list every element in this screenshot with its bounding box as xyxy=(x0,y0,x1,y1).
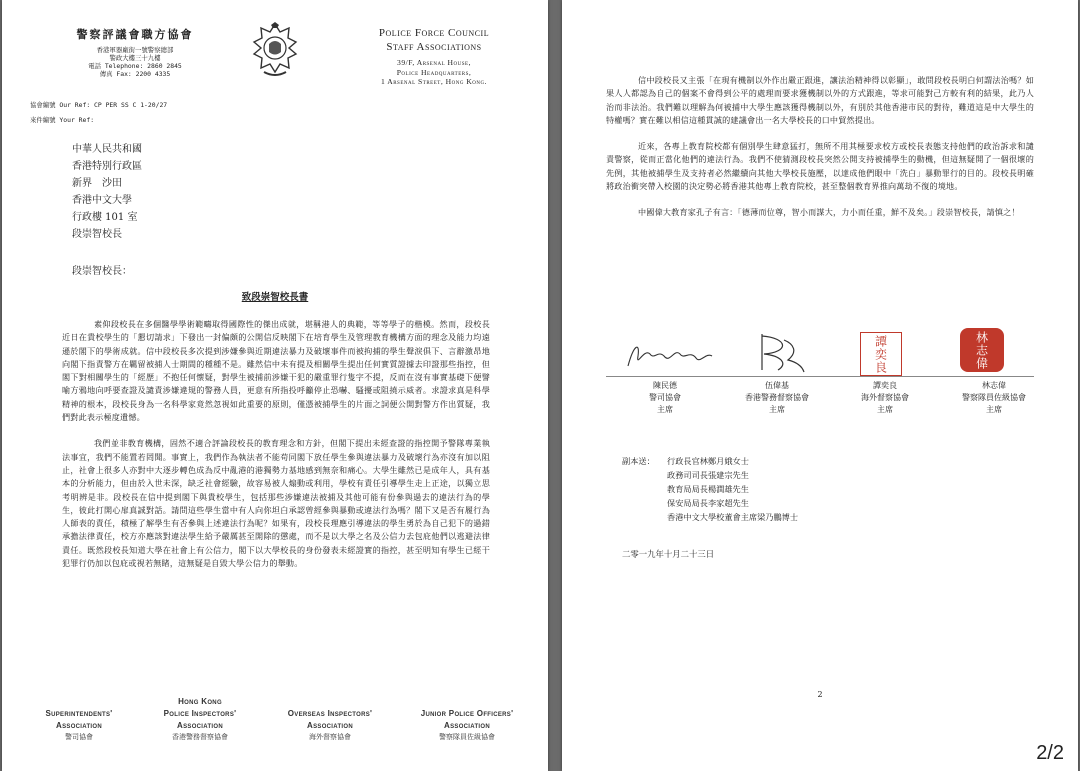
letterhead-en-name-1: Police Force Council xyxy=(378,27,490,39)
page-counter: 2/2 xyxy=(1036,742,1064,764)
signatory-name: 伍偉基 xyxy=(765,381,789,390)
letterhead-zh-address-1: 香港軍器廠街一號警察總部 xyxy=(96,46,174,54)
letterhead-en-name-2: Staff Associations xyxy=(386,41,482,53)
assoc-zh-name: 警察隊員佐級協會 xyxy=(439,733,495,741)
letterhead-fax: 傳真 Fax: 2200 4335 xyxy=(99,70,171,78)
signatory-title: 主席 xyxy=(769,405,785,414)
signatory-chan xyxy=(610,380,720,416)
assoc-en-name: Police Inspectors' xyxy=(163,709,237,718)
seal-stamp-lam xyxy=(960,328,1004,372)
body-paragraph: 素仰段校長在多個醫學學術範疇取得國際性的傑出成就，堪稱港人的典範，等等學子的楷模。然而，段校長近日在貴校學生的「懇切請求」下發出一封偏頗的公開信反映閣下在培育學生及管理教育機構方面的理念及能力均遠遜於閣下的學術成就。信中段校長多次提到涉嫌參與近期違法暴力及破壞事件而被拘捕的學生聲淚俱下、言辭激昂地向閣下指責警方在羈留被捕人士期間的種種不是。雖然信中未有提及相關學生提出任何實質證據去印證那些指控，但閣下對相關學生的「經歷」不抱任何懷疑，對學生被捕前涉嫌干犯的嚴重罪行隻字不提，反而在沒有事實基礎下便譬喻方鴉地向呼要查證及譴責涉嫌違規的警務人員，更意有所指投呼籲停止恐嚇、騷擾或阻撓示威者。求證求真是科學精神的根本，段校長身為一名科學家竟然忽視如此重要的原則，僅憑被捕學生的片面之詞便公開對警方作出質疑，我們對此表示極度遺憾。 xyxy=(62,319,490,423)
letter-date: 二零一九年十月二十三日 xyxy=(622,549,715,559)
footer-assoc-overseas xyxy=(268,708,392,742)
letterhead-en-address-1: 39/F, Arsenal House, xyxy=(397,58,471,67)
letterhead-en-address-3: 1 Arsenal Street, Hong Kong. xyxy=(380,77,488,86)
copy-to-list xyxy=(667,454,798,524)
letterhead-en xyxy=(334,26,534,87)
recipient-address xyxy=(72,141,142,243)
letter-page-2 xyxy=(562,0,1078,771)
letter-subject: 致段崇智校長書 xyxy=(241,292,309,303)
signatory-tam xyxy=(830,380,940,416)
recipient-line: 香港中文大學 xyxy=(72,195,132,206)
footer-assoc-junior-officers xyxy=(398,708,536,742)
recipient-line: 行政樓 101 室 xyxy=(72,212,138,223)
copy-to-item: 教育局局長楊潤雄先生 xyxy=(667,484,749,494)
copy-to-item: 香港中文大學校董會主席梁乃鵬博士 xyxy=(667,512,799,522)
stamp-text: 譚奕良 xyxy=(873,334,888,374)
signatory-title: 主席 xyxy=(877,405,893,414)
footer-assoc-inspectors xyxy=(140,696,260,742)
signatory-ng xyxy=(722,380,832,416)
signatory-assoc: 警察隊員佐級協會 xyxy=(962,393,1026,402)
assoc-en-name: Junior Police Officers' xyxy=(420,709,514,718)
letterhead-en-address-2: Police Headquarters, xyxy=(396,67,472,77)
signatory-assoc: 海外督察協會 xyxy=(861,393,909,402)
signature-divider xyxy=(606,376,1034,377)
signature-chan-image xyxy=(624,338,714,374)
recipient-line: 中華人民共和國 xyxy=(72,144,142,155)
recipient-line: 段崇智校長 xyxy=(72,229,122,240)
assoc-en-name: Association xyxy=(444,721,490,730)
body-paragraph: 我們並非教育機構，固然不適合評論段校長的教育理念和方針，但閣下提出未經查證的指控開予警隊專業執法事宜，我們不能置若罔聞。事實上，我們作為執法者不能苟同閣下放任學生參與違法暴力及破壞行為亦沒有加以阻止，社會上很多人亦對中大逐步轉色成為反中亂港的港獨勢力基地感到無奈和痛心。大學生雖然已是成年人，具有基本的分析能力，但由於入世未深，缺乏社會經驗，故容易被人煽動或利用，學校有責任引導學生走上正途，以獨立思考明辨是非。段校長在信中提到閣下與貴校學生，包括那些涉嫌違法被捕及其他可能有份參與過去的違法行為的學生，彼此打開心扉真誠對話。請問這些學生當中有人向你坦白承認曾經參與暴動或違法行為嗎？閣下又是否有履行為人師表的責任，積極了解學生有否參與上述違法行為呢？如果有，段校長理應引導違法的學生勇於為自己犯下的過錯承擔法律責任，校方亦應該對違法學生給予嚴厲甚至開除的懲處，而不是以大學之名及公信力去包庇他們以逃避法律責任。既然段校長知道大學在社會上有公信力，閣下以大學校長的身份發表未經證實的指控，甚至明知有學生已經干犯罪行仍加以包庇或視若無睹，這無疑是自毀大學公信力的舉動。 xyxy=(62,438,490,569)
police-crest-icon xyxy=(252,22,298,80)
copy-to-item: 行政長官林鄭月娥女士 xyxy=(667,456,749,466)
signatory-title: 主席 xyxy=(657,405,673,414)
assoc-en-name: Association xyxy=(307,721,353,730)
copy-to-label xyxy=(622,454,655,468)
salutation: 段崇智校長： xyxy=(72,266,132,277)
signature-ng-image xyxy=(748,330,808,374)
signatory-name: 陳民德 xyxy=(653,381,677,390)
signatory-assoc: 香港警務督察協會 xyxy=(745,393,809,402)
assoc-en-name: Association xyxy=(177,721,223,730)
assoc-zh-name: 海外督察協會 xyxy=(309,733,351,741)
signatory-name: 譚奕良 xyxy=(873,381,897,390)
copy-to-label-text: 副本送： xyxy=(622,456,655,466)
stamp-text: 林志偉 xyxy=(974,330,989,370)
our-ref: 協會編號 Our Ref: CP PER SS C 1-20/27 xyxy=(30,101,168,109)
body-paragraph: 信中段校長又主張「在現有機制以外作出嚴正跟進，讓法治精神得以彰顯」，敢問段校長明白何謂法治嗎？如果人人都認為自己的個案不會得到公平的處理而要求獲機制以外的方式跟進，等求可能對己方較有利的結果，此乃人治而非法治。我們難以理解為何被捕中大學生應該獲得機制以外，有別於其他香港市民的對待，難道這是中大學生的特權嗎？實在難以相信這種貫誠的建議會出一名大學校長的口中貿然提出。 xyxy=(606,75,1034,125)
signatory-title: 主席 xyxy=(986,405,1002,414)
signatory-assoc: 警司協會 xyxy=(649,393,681,402)
signatory-lam xyxy=(934,380,1054,416)
page-number: 2 xyxy=(817,690,823,699)
letter-body-page-2 xyxy=(606,74,1034,233)
letterhead-zh xyxy=(60,26,210,78)
letter-body-page-1 xyxy=(62,318,490,583)
assoc-en-name: Overseas Inspectors' xyxy=(287,709,373,718)
assoc-zh-name: 香港警務督察協會 xyxy=(172,733,228,741)
signatory-name: 林志偉 xyxy=(982,381,1006,390)
letterhead-phone: 電話 Telephone: 2860 2845 xyxy=(88,62,182,70)
assoc-en-name: Superintendents' xyxy=(45,709,113,718)
assoc-zh-name: 警司協會 xyxy=(65,733,93,741)
body-paragraph: 近來，各專上教育院校都有個別學生肆意猛打，無所不用其極要求校方或校長表態支持他們的政治訴求和譴責警察，從而正當化他們的違法行為。我們不使猜測段校長突然公開支持被捕學生的動機，但這無疑開了一個很壞的先例，其他被捕學生及支持者必然繼續向其他大學校長施壓，以達成他們眼中「洗白」暴動罪行的目的。段校長明確將政治衝突帶入校園的決定勢必將香港其他專上教育院校，甚至整個教育界推向萬劫不復的境地。 xyxy=(606,141,1034,192)
assoc-en-name: Association xyxy=(56,721,102,730)
copy-to-item: 保安局局長李家超先生 xyxy=(667,498,749,508)
footer-assoc-superintendents xyxy=(24,708,134,742)
recipient-line: 香港特別行政區 xyxy=(72,161,142,172)
copy-to-item: 政務司司長張建宗先生 xyxy=(667,470,749,480)
letterhead-zh-address-2: 警政大樓三十九樓 xyxy=(109,54,161,62)
recipient-line: 新界 沙田 xyxy=(72,178,122,189)
body-paragraph: 中國偉大教育家孔子有言：「德薄而位尊，智小而謀大，力小而任重，鮮不及矣。」段崇智校長，請慎之！ xyxy=(638,207,1020,218)
letter-page-1 xyxy=(2,0,548,771)
assoc-en-name: Hong Kong xyxy=(178,697,222,706)
your-ref: 來件編號 Your Ref: xyxy=(30,116,95,124)
letterhead-zh-name: 警察評議會職方協會 xyxy=(76,28,194,41)
seal-stamp-tam xyxy=(860,332,902,376)
